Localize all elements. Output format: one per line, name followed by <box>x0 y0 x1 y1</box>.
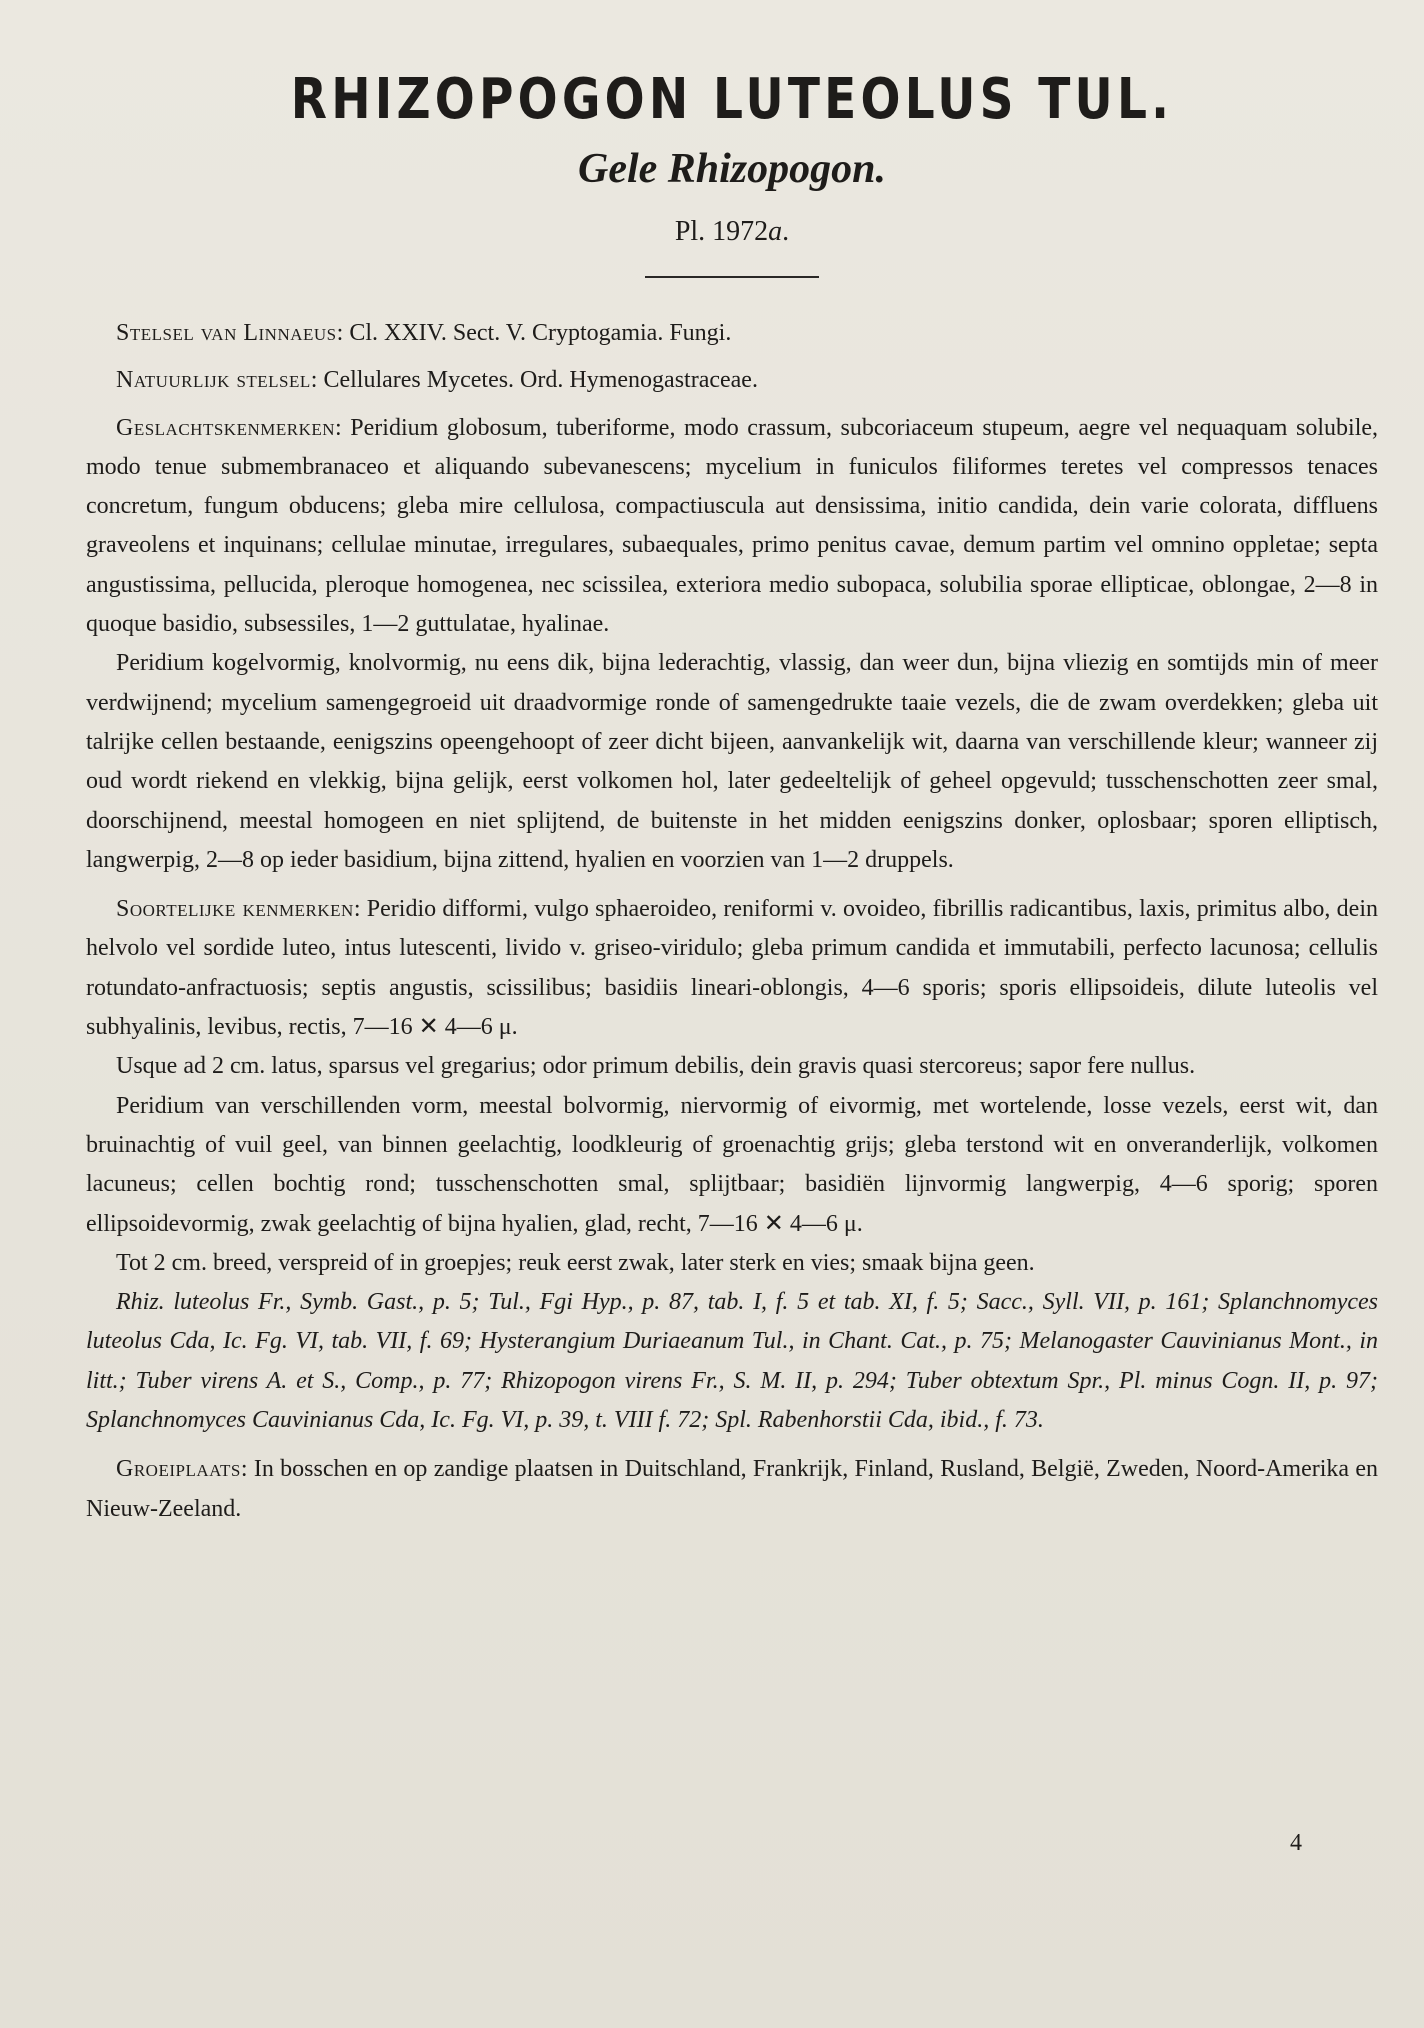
label-colon: : <box>336 320 344 346</box>
title-divider <box>645 276 819 278</box>
natural-system-paragraph <box>86 361 1378 400</box>
species-label: Soortelijke kenmerken <box>116 896 354 923</box>
page-number: 4 <box>1290 1830 1302 1856</box>
genus-dutch-paragraph: Peridium kogelvormig, knolvormig, nu eens dik, bijna lederachtig, vlassig, dan weer dun, bijna vliezig en somtijds min of meer verdwijnend; mycelium samengegroeid uit draadvormige ronde of samengedrukte taaie vezels, die de zwam overdekken; gleba uit talrijke cellen bestaande, eenigszins opeengehoopt of zeer dicht bijeen, aanvankelijk wit, daarna van verschillende kleur; wanneer zij oud wordt riekend en vlekkig, bijna gelijk, eerst volkomen hol, later gedeeltelijk of geheel opgevuld; tusschenschotten zeer smal, doorschijnend, meestal homogeen en niet splijtend, de buitenste in het midden eenigszins donker, oplosbaar; sporen elliptisch, langwerpig, 2—8 op ieder basidium, bijna zittend, hyalien en voorzien van 1—2 druppels. <box>86 650 1378 873</box>
label-colon: : <box>353 896 361 923</box>
synonym-references: Rhiz. luteolus Fr., Symb. Gast., p. 5; Tul., Fgi Hyp., p. 87, tab. I, f. 5 et tab. XI, f. 5; Sacc., Syll. VII, p. 161; Splanchnomyces luteolus Cda, Ic. Fg. VI, tab. VII, f. 69; Hysterangium Duriaeanum Tul., in Chant. Cat., p. 75; Melanogaster Cauvinianus Mont., in litt.; Tuber virens A. et S., Comp., p. 77; Rhizopogon virens Fr., S. M. II, p. 294; Tuber obtextum Spr., Pl. minus Cogn. II, p. 97; Splanchnomyces Cauvinianus Cda, Ic. Fg. VI, p. 39, t. VIII f. 72; Spl. Rabenhorstii Cda, ibid., f. 73. <box>86 1289 1378 1434</box>
genus-label: Geslachtskenmerken <box>116 414 336 441</box>
plate-letter: a <box>768 216 783 247</box>
species-dutch-paragraph: Peridium van verschillenden vorm, meestal bolvormig, niervormig of eivormig, met wortelende, losse vezels, eerst wit, dan bruinachtig of vuil geel, van binnen geelachtig, loodkleurig of groenachtig grijs; gleba terstond wit en onveranderlijk, volkomen lacuneus; cellen bochtig rond; tusschenschotten smal, splijtbaar; basidiën lijnvormig langwerpig, 4—6 sporig; sporen ellipsoidevormig, zwak geelachtig of bijna hyalien, glad, recht, 7—16 ✕ 4—6 μ. <box>86 1092 1378 1237</box>
plate-reference <box>86 212 1378 252</box>
genus-latin-text: Peridium globosum, tuberiforme, modo crassum, subcoriaceum stupeum, aegre vel nequaquam solubile, modo tenue submembranaceo et aliquando subevanescens; mycelium in funiculos filiformes teretes vel compressos tenaces concretum, fungum obducens; gleba mire cellulosa, compactiuscula aut densissima, initio candida, dein varie colorata, diffluens graveolens et inquinans; cellulae minutae, irregulares, subaequales, primo penitus cavae, demum partim vel omnino oppletae; septa angustissima, pellucida, pleroque homogenea, nec scissilea, exteriora medio subopaca, solubilia sporae ellipticae, oblongae, 2—8 in quoque basidio, subsessiles, 1—2 guttulatae, hyalinae. <box>86 414 1379 638</box>
label-colon: : <box>310 367 318 394</box>
species-latin-text: Peridio difformi, vulgo sphaeroideo, reniformi v. ovoideo, fibrillis radicantibus, laxis, primitus albo, dein helvolo vel sordide luteo, intus lutescenti, livido v. griseo-viridulo; gleba primum candida et immutabili, perfecto lacunosa; cellulis rotundato-anfractuosis; septis angustis, scissilibus; basidiis lineari-oblongis, 4—6 sporis; sporis ellipsoideis, dilute luteolis vel subhyalinis, levibus, rectis, 7—16 ✕ 4—6 μ. <box>86 896 1379 1041</box>
linnaeus-paragraph <box>86 314 1378 353</box>
natural-system-text: Cellulares Mycetes. Ord. Hymenogastraceae. <box>323 367 758 394</box>
plate-number: Pl. 1972 <box>674 216 769 247</box>
species-latin-size-paragraph: Usque ad 2 cm. latus, sparsus vel gregarius; odor primum debilis, dein gravis quasi stercoreus; sapor fere nullus. <box>116 1053 1196 1080</box>
page-content <box>86 62 1378 1529</box>
natural-system-label: Natuurlijk stelsel <box>116 367 311 394</box>
page-title: RHIZOPOGON LUTEOLUS TUL. <box>290 67 1174 132</box>
page-subtitle: Gele Rhizopogon. <box>577 146 887 192</box>
species-latin-paragraph <box>86 890 1378 1047</box>
label-colon: : <box>240 1456 248 1483</box>
linnaeus-text: Cl. XXIV. Sect. V. Cryptogamia. Fungi. <box>349 320 732 346</box>
species-dutch-size-paragraph: Tot 2 cm. breed, verspreid of in groepjes; reuk eerst zwak, later sterk en vies; smaak bijna geen. <box>116 1249 1035 1276</box>
habitat-text: In bosschen en op zandige plaatsen in Duitschland, Frankrijk, Finland, Rusland, België, Zweden, Noord-Amerika en Nieuw-Zeeland. <box>86 1456 1379 1522</box>
plate-period: . <box>782 216 790 247</box>
genus-latin-paragraph <box>86 409 1378 645</box>
habitat-label: Groeiplaats <box>116 1456 241 1483</box>
linnaeus-label: Stelsel van Linnaeus <box>116 320 337 346</box>
label-colon: : <box>335 414 342 441</box>
habitat-paragraph <box>86 1450 1378 1529</box>
